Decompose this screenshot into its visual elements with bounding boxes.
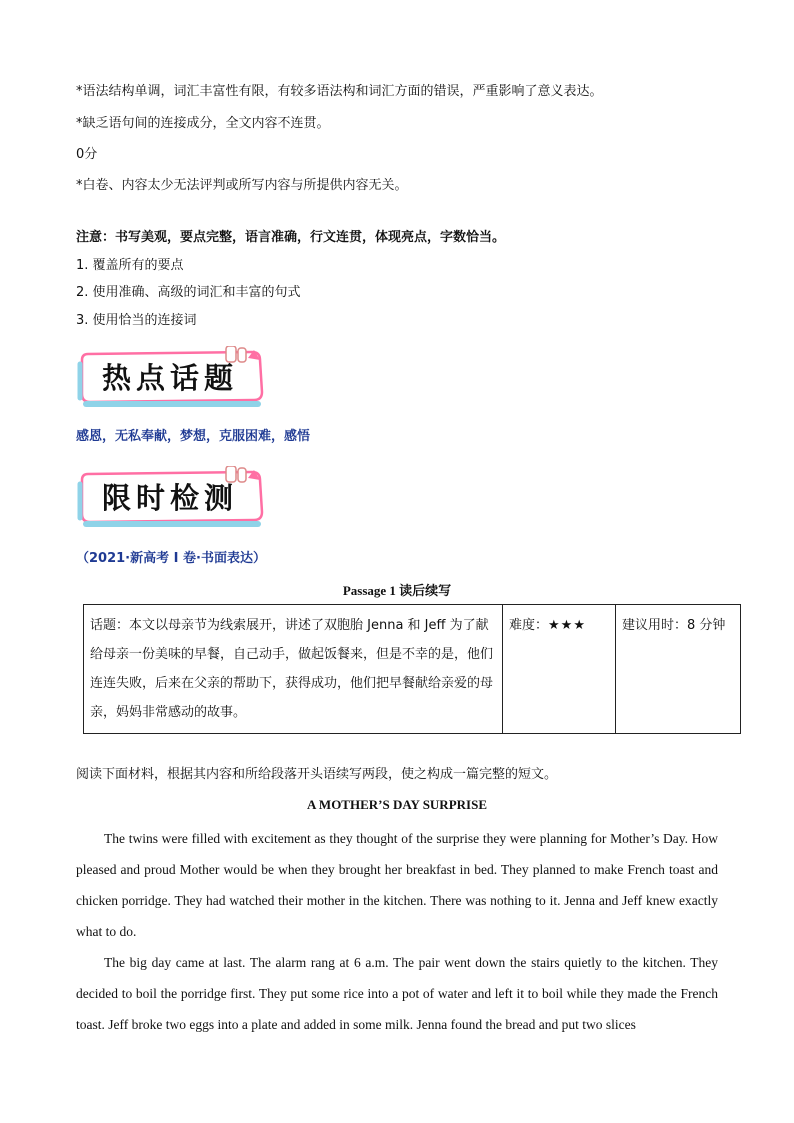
banner-timed-test (76, 466, 266, 524)
criteria-line: *缺乏语句间的连接成分，全文内容不连贯。 (76, 116, 330, 131)
criteria-line: *语法结构单调，词汇丰富性有限，有较多语法构和词汇方面的错误，严重影响了意义表达。 (76, 84, 603, 99)
story-paragraph: The twins were filled with excitement as they thought of the surprise they were planning for Mother’s Day. How pleased and proud Mother would be when they brought her breakfast in bed. They planned to make French toast and chicken porridge. They had watched their mother in the kitchen. There was nothing to it. Jenna and Jeff knew exactly what to do. (76, 831, 718, 939)
banner-test-label: 限时检测 (102, 481, 239, 515)
note-title: 注意：书写美观，要点完整，语言准确，行文连贯，体现亮点，字数恰当。 (76, 230, 506, 245)
source-label: （2021·新高考 I 卷·书面表达） (76, 551, 266, 566)
passage-heading: Passage 1 读后续写 (342, 583, 452, 598)
tip-item: 2. 使用准确、高级的词汇和丰富的句式 (76, 285, 301, 300)
time-cell: 建议用时：8 分钟 (616, 605, 741, 734)
difficulty-label: 难度： (509, 618, 549, 633)
story-title: A MOTHER’S DAY SURPRISE (307, 797, 487, 812)
difficulty-cell (503, 605, 616, 734)
criteria-line: *白卷、内容太少无法评判或所写内容与所提供内容无关。 (76, 178, 408, 193)
topic-cell: 话题：本文以母亲节为线索展开，讲述了双胞胎 Jenna 和 Jeff 为了献给母亲一份美味的早餐，自己动手，做起饭餐来，但是不幸的是，他们连连失败，后来在父亲的帮助下，获得成功，他们把早餐献给亲爱的母亲，妈妈非常感动的故事。 (84, 605, 503, 734)
passage-info-table (83, 604, 741, 734)
banner-hot-label: 热点话题 (102, 361, 239, 395)
score-zero: 0分 (76, 147, 98, 162)
difficulty-stars-icon: ★★★ (548, 618, 586, 633)
banner-hot-topics (76, 346, 266, 404)
instruction: 阅读下面材料，根据其内容和所给段落开头语续写两段，使之构成一篇完整的短文。 (76, 767, 558, 782)
hot-topic-keywords: 感恩，无私奉献，梦想，克服困难，感悟 (76, 429, 311, 444)
tip-item: 1. 覆盖所有的要点 (76, 258, 184, 273)
story-body (76, 823, 718, 1040)
tip-item: 3. 使用恰当的连接词 (76, 313, 197, 328)
story-paragraph: The big day came at last. The alarm rang at 6 a.m. The pair went down the stairs quietly to the kitchen. They decided to boil the porridge first. They put some rice into a pot of water and left it to boil while they made the French toast. Jeff broke two eggs into a plate and added in some milk. Jenna found the bread and put two slices (76, 955, 718, 1032)
